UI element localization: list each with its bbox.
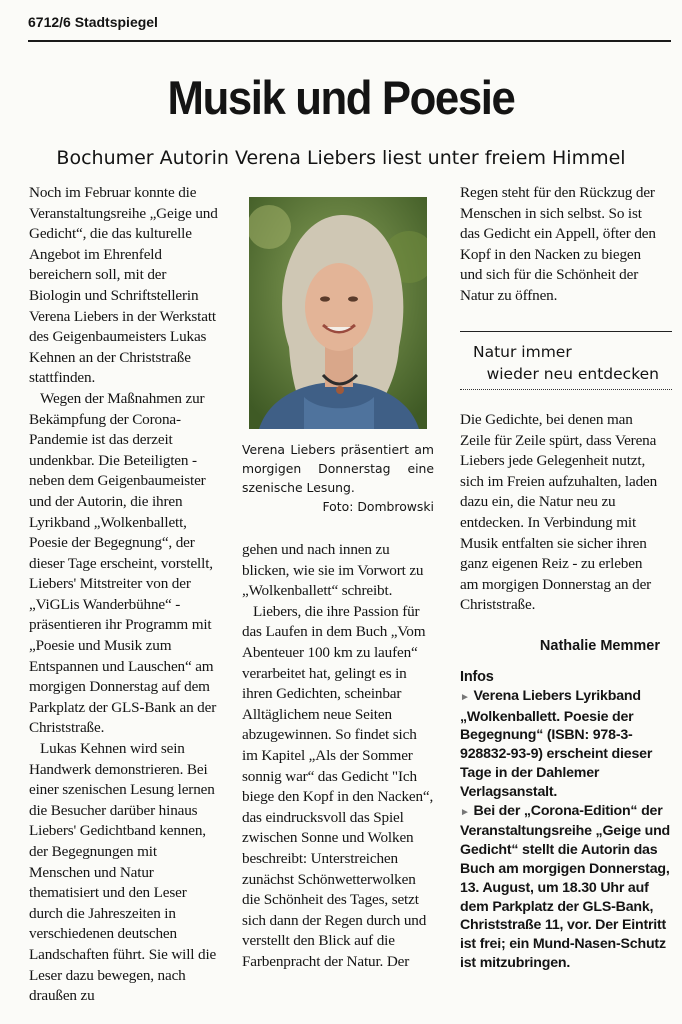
subheadline: Bochumer Autorin Verena Liebers liest unter freiem Himmel	[56, 147, 626, 169]
author-photo	[249, 197, 427, 429]
infos-title: Infos	[460, 669, 494, 685]
pullquote-bottom-rule	[460, 389, 672, 390]
portrait-illustration	[249, 197, 427, 429]
column1-paragraph-2: Wegen der Maßnahmen zur Bekämpfung der Corona-Pandemie ist das derzeit undenkbar. Die Beteiligten - neben dem Geigenbaumeister und der Autorin, die ihren Lyrikband „Wolkenballett, Poesie der Begegnung“, der dieser Tage erscheint, vorstellt, Liebers' Mitstreiter von der „ViGLis Wanderbühne“ - präsentieren ihr Programm mit „Poesie und Musik zum Entspannen und Lauschen“ am morgigen Donnerstag auf dem Parkplatz der GLS-Bank an der Christstraße.	[29, 389, 217, 737]
infos-item-1	[460, 687, 672, 802]
article-column-3-top	[460, 183, 665, 307]
headline: Musik und Poesie	[167, 71, 515, 124]
page-header: 6712/6 Stadtspiegel	[28, 14, 158, 30]
column1-paragraph-1: Noch im Februar konnte die Veranstaltungsreihe „Geige und Gedicht“, die das kulturelle Angebot im Ehrenfeld bereichern soll, mit der Biologin und Schriftstellerin Verena Liebers in der Werkstatt des Geigenbaumeisters Lukas Kehnen an der Christstraße stattfinden.	[29, 184, 218, 387]
photo-caption	[242, 440, 434, 516]
pullquote-line-1: Natur immer	[473, 343, 572, 361]
pullquote-line-2: wieder neu entdecken	[486, 365, 659, 383]
pullquote-top-rule	[460, 331, 672, 332]
infos-box	[460, 668, 672, 973]
article-column-3-bottom	[460, 410, 662, 616]
caption-text: Verena Liebers präsentiert am morgigen Donnerstag eine szenische Lesung.	[242, 442, 434, 495]
column2-paragraph-2: Liebers, die ihre Passion für das Laufen in dem Buch „Vom Abenteuer 100 km zu laufen“ verarbeitet hat, gelingt es in ihren Gedichten, scheinbar Alltäglichem neue Seiten abzugewinnen. So findet sich im Kapitel „Als der Sommer sonnig war“ das Gedicht "Ich biege den Kopf in den Nacken“, das eindrucksvoll das Spiel zwischen Sonne und Wolken beschreibt: Unterstreichen zunächst Schönwetterwolken die Schönheit des Tages, setzt sich dann der Regen durch und verstellt den Blick auf die Farbenpracht der Natur. Der	[242, 602, 434, 970]
photo-credit: Foto: Dombrowski	[322, 499, 434, 514]
article-column-2	[242, 540, 435, 972]
pullquote	[473, 341, 673, 385]
infos-item-2	[460, 802, 672, 973]
column3-paragraph-2: Die Gedichte, bei denen man Zeile für Zeile spürt, dass Verena Liebers jede Gelegenheit nutzt, sich im Freien aufzuhalten, laden dazu ein, die Natur neu zu entdecken. In Verbindung mit Musik entfalten sie sicher ihren ganz eigenen Reiz - zu erleben am morgigen Donnerstag an der Christstraße.	[460, 411, 658, 614]
article-column-1	[29, 183, 221, 1007]
column3-paragraph-1: Regen steht für den Rückzug der Menschen in sich selbst. So ist das Gedicht ein Appell, öfter den Kopf in den Nacken zu biegen und sich für die Schönheit der Natur zu öffnen.	[460, 184, 656, 304]
header-rule	[28, 40, 671, 42]
author-byline: Nathalie Memmer	[539, 638, 660, 654]
column1-paragraph-3: Lukas Kehnen wird sein Handwerk demonstrieren. Bei einer szenischen Lesung lernen die Besucher darüber hinaus Liebers' Gedichtband kennen, der Begegnungen mit Menschen und Natur thematisiert und den Leser durch die Jahreszeiten in verschiedenen deutschen Landschaften führt. Sie will die Leser dazu bewegen, nach draußen zu	[29, 740, 217, 1005]
bullet-arrow-icon: ►	[460, 691, 470, 703]
bullet-arrow-icon: ►	[460, 806, 470, 818]
infos-item-2-text: Bei der „Corona-Edition“ der Veranstaltungsreihe „Geige und Gedicht“ stellt die Autorin das Buch am morgigen Donnerstag, 13. August, um 18.30 Uhr auf dem Parkplatz der GLS-Bank, Christstraße 11, vor. Der Eintritt ist frei; ein Mund-Nasen-Schutz ist mitzubringen.	[460, 802, 671, 971]
column2-paragraph-1: gehen und nach innen zu blicken, wie sie im Vorwort zu „Wolkenballett“ schreibt.	[242, 541, 424, 600]
infos-item-1-text: Verena Liebers Lyrikband „Wolkenballett. Poesie der Begegnung“ (ISBN: 978-3-928832-93-9) erscheint dieser Tage in der Dahlemer Verlagsanstalt.	[460, 687, 653, 800]
